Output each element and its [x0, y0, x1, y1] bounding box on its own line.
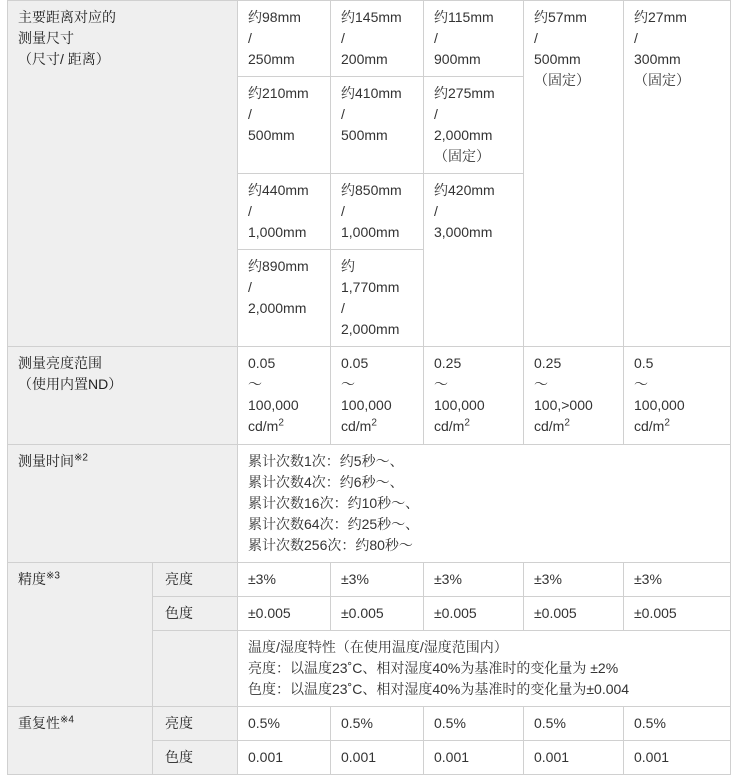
luminance-min: 0.05	[341, 355, 369, 371]
accuracy-value: ±0.005	[238, 597, 331, 631]
time-label: 测量时间	[18, 453, 74, 469]
size-cell	[624, 1, 731, 347]
luminance-unit: cd/m	[434, 418, 465, 434]
repeat-sub-chromaticity: 色度	[153, 741, 238, 775]
temp-line: 温度/湿度特性（在使用温度/湿度范围内）	[248, 639, 508, 655]
luminance-cell	[524, 347, 624, 445]
size-text: 约420mm	[434, 182, 495, 198]
size-cell	[331, 1, 424, 77]
luminance-tilde: 〜	[248, 376, 262, 392]
size-text: 约57mm	[534, 9, 587, 25]
repeat-value: 0.5%	[238, 707, 331, 741]
luminance-unit-exp: 2	[664, 417, 670, 429]
size-cell	[424, 174, 524, 347]
size-cell	[524, 1, 624, 347]
size-text: 500mm	[341, 127, 388, 143]
time-cell	[238, 445, 731, 563]
accuracy-sub-empty	[153, 631, 238, 707]
spec-table	[7, 0, 731, 775]
size-text: /	[248, 106, 252, 122]
size-text: （固定）	[534, 72, 590, 88]
luminance-max: 100,>000	[534, 397, 593, 413]
repeat-value: 0.5%	[331, 707, 424, 741]
repeat-value: 0.001	[238, 741, 331, 775]
luminance-cell	[424, 347, 524, 445]
size-text: /	[341, 300, 345, 316]
size-text: /	[248, 30, 252, 46]
size-text: 约27mm	[634, 9, 687, 25]
luminance-min: 0.25	[434, 355, 462, 371]
size-text: 约275mm	[434, 85, 495, 101]
size-cell	[238, 174, 331, 250]
size-text: 约440mm	[248, 182, 309, 198]
time-line: 累计次数16次：约10秒〜、	[248, 495, 420, 511]
size-text: 200mm	[341, 51, 388, 67]
luminance-header	[8, 347, 238, 445]
accuracy-header	[8, 563, 153, 707]
luminance-cell	[238, 347, 331, 445]
accuracy-value: ±3%	[238, 563, 331, 597]
accuracy-label: 精度	[18, 571, 46, 587]
accuracy-value: ±3%	[624, 563, 731, 597]
temp-line: 亮度：以温度23˚C、相对湿度40%为基准时的变化量为 ±2%	[248, 660, 619, 676]
luminance-max: 100,000	[341, 397, 392, 413]
size-text: 500mm	[534, 51, 581, 67]
size-text: /	[341, 203, 345, 219]
size-text: 1,770mm	[341, 279, 400, 295]
size-text: /	[434, 30, 438, 46]
luminance-unit-exp: 2	[278, 417, 284, 429]
luminance-tilde: 〜	[634, 376, 648, 392]
accuracy-value: ±3%	[524, 563, 624, 597]
temp-characteristic-cell	[238, 631, 731, 707]
luminance-min: 0.25	[534, 355, 562, 371]
size-text: 约145mm	[341, 9, 402, 25]
accuracy-value: ±0.005	[424, 597, 524, 631]
size-text: /	[634, 30, 638, 46]
size-cell	[424, 1, 524, 77]
repeat-label: 重复性	[18, 715, 60, 731]
size-text: 2,000mm	[248, 300, 307, 316]
luminance-unit: cd/m	[634, 418, 665, 434]
repeat-value: 0.5%	[624, 707, 731, 741]
size-text: 500mm	[248, 127, 295, 143]
luminance-min: 0.5	[634, 355, 654, 371]
size-cell	[331, 77, 424, 174]
luminance-tilde: 〜	[534, 376, 548, 392]
size-text: 2,000mm	[341, 321, 400, 337]
time-line: 累计次数1次：约5秒〜、	[248, 453, 404, 469]
luminance-cell	[331, 347, 424, 445]
repeat-value: 0.001	[524, 741, 624, 775]
size-text: 900mm	[434, 51, 481, 67]
time-line: 累计次数256次：约80秒〜	[248, 537, 413, 553]
luminance-min: 0.05	[248, 355, 276, 371]
luminance-cell	[624, 347, 731, 445]
repeat-value: 0.001	[424, 741, 524, 775]
luminance-header-line: 测量亮度范围	[18, 355, 102, 371]
time-header	[8, 445, 238, 563]
luminance-tilde: 〜	[434, 376, 448, 392]
size-text: 约210mm	[248, 85, 309, 101]
luminance-max: 100,000	[434, 397, 485, 413]
size-text: /	[534, 30, 538, 46]
accuracy-value: ±0.005	[524, 597, 624, 631]
repeat-value: 0.001	[331, 741, 424, 775]
size-text: 约890mm	[248, 258, 309, 274]
size-text: /	[434, 106, 438, 122]
size-text: （固定）	[434, 148, 490, 164]
repeat-value: 0.001	[624, 741, 731, 775]
accuracy-sub-luminance: 亮度	[153, 563, 238, 597]
temp-line: 色度：以温度23˚C、相对湿度40%为基准时的变化量为±0.004	[248, 681, 630, 697]
size-cell	[238, 1, 331, 77]
size-text: 2,000mm	[434, 127, 493, 143]
size-text: /	[341, 106, 345, 122]
time-line: 累计次数4次：约6秒〜、	[248, 474, 404, 490]
size-text: （固定）	[634, 72, 690, 88]
luminance-header-line: （使用内置ND）	[18, 376, 123, 392]
time-note: ※2	[74, 452, 88, 464]
time-line: 累计次数64次：约25秒〜、	[248, 516, 420, 532]
size-header-line: 主要距离对应的	[18, 9, 116, 25]
accuracy-sub-chromaticity: 色度	[153, 597, 238, 631]
size-cell	[238, 250, 331, 347]
accuracy-note: ※3	[46, 570, 60, 582]
size-header	[8, 1, 238, 347]
luminance-max: 100,000	[248, 397, 299, 413]
luminance-tilde: 〜	[341, 376, 355, 392]
size-text: /	[434, 203, 438, 219]
luminance-unit-exp: 2	[464, 417, 470, 429]
repeat-header	[8, 707, 153, 775]
size-header-line: 测量尺寸	[18, 30, 74, 46]
size-cell	[331, 174, 424, 250]
luminance-unit: cd/m	[248, 418, 279, 434]
size-cell	[424, 77, 524, 174]
luminance-unit: cd/m	[341, 418, 372, 434]
luminance-unit-exp: 2	[564, 417, 570, 429]
size-text: 约98mm	[248, 9, 301, 25]
size-text: 约	[341, 258, 355, 274]
repeat-value: 0.5%	[524, 707, 624, 741]
size-header-line: （尺寸/ 距离）	[18, 51, 110, 67]
size-text: /	[248, 279, 252, 295]
size-text: /	[248, 203, 252, 219]
luminance-unit: cd/m	[534, 418, 565, 434]
accuracy-value: ±0.005	[331, 597, 424, 631]
size-cell	[331, 250, 424, 347]
accuracy-value: ±0.005	[624, 597, 731, 631]
size-text: 约410mm	[341, 85, 402, 101]
luminance-unit-exp: 2	[371, 417, 377, 429]
repeat-sub-luminance: 亮度	[153, 707, 238, 741]
size-text: 约850mm	[341, 182, 402, 198]
size-text: 300mm	[634, 51, 681, 67]
size-text: 约115mm	[434, 9, 494, 25]
size-text: 250mm	[248, 51, 295, 67]
size-cell	[238, 77, 331, 174]
size-text: 1,000mm	[341, 224, 400, 240]
repeat-value: 0.5%	[424, 707, 524, 741]
accuracy-value: ±3%	[424, 563, 524, 597]
size-text: /	[341, 30, 345, 46]
size-text: 3,000mm	[434, 224, 493, 240]
luminance-max: 100,000	[634, 397, 685, 413]
size-text: 1,000mm	[248, 224, 307, 240]
repeat-note: ※4	[60, 714, 74, 726]
accuracy-value: ±3%	[331, 563, 424, 597]
